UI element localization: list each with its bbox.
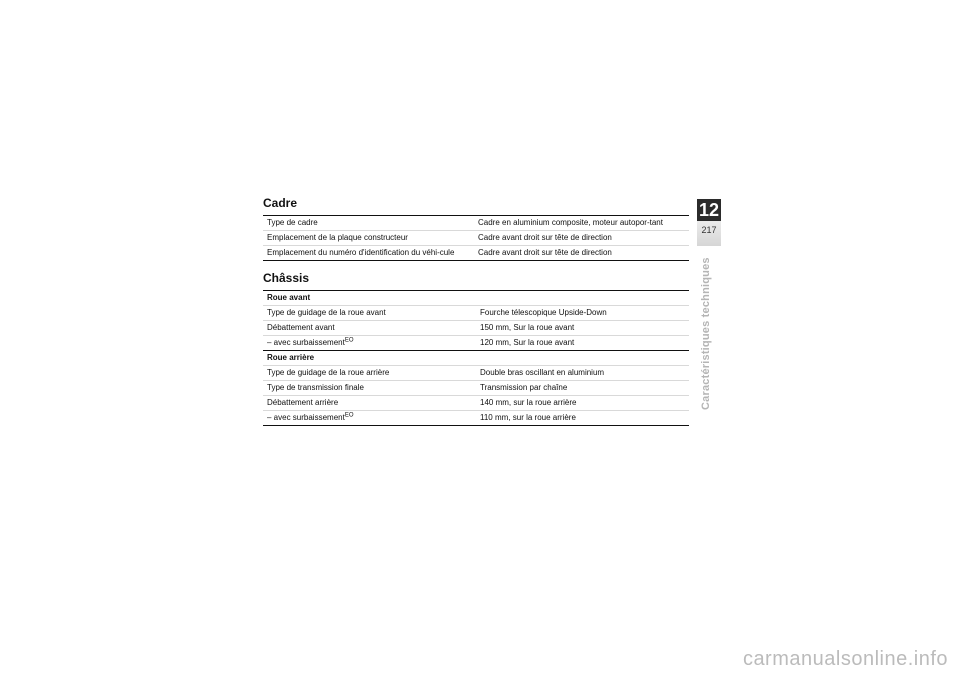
row-value: Cadre en aluminium composite, moteur autopor-tant <box>474 216 689 231</box>
table-row <box>263 336 689 351</box>
table-row <box>263 306 689 321</box>
row-label: Débattement arrière <box>263 396 476 411</box>
row-value: 120 mm, Sur la roue avant <box>476 336 689 351</box>
row-value: 140 mm, sur la roue arrière <box>476 396 689 411</box>
table-row <box>263 411 689 426</box>
cadre-table <box>263 215 689 261</box>
section-title-chassis: Châssis <box>263 271 310 285</box>
chapter-tab <box>697 197 721 246</box>
row-value: 150 mm, Sur la roue avant <box>476 321 689 336</box>
chapter-vertical-title: Caractéristiques techniques <box>700 257 712 410</box>
chassis-table <box>263 290 689 426</box>
subheading-row <box>263 351 689 366</box>
row-label-text: – avec surbaissement <box>267 413 345 422</box>
table-row <box>263 321 689 336</box>
table-row <box>263 381 689 396</box>
row-label: Type de guidage de la roue avant <box>263 306 476 321</box>
table-row <box>263 366 689 381</box>
row-value: Fourche télescopique Upside-Down <box>476 306 689 321</box>
table-row <box>263 231 689 246</box>
chapter-number: 12 <box>698 200 720 220</box>
watermark: carmanualsonline.info <box>742 648 948 670</box>
row-value: Cadre avant droit sur tête de direction <box>474 231 689 246</box>
row-value: Cadre avant droit sur tête de direction <box>474 246 689 261</box>
row-label: Emplacement du numéro d'identification du véhi-cule <box>263 246 474 261</box>
spec-content <box>263 196 689 426</box>
subheading-row <box>263 291 689 306</box>
section-title-cadre: Cadre <box>263 196 298 210</box>
row-label: Emplacement de la plaque constructeur <box>263 231 474 246</box>
option-marker: EO <box>344 337 354 344</box>
row-value: Transmission par chaîne <box>476 381 689 396</box>
subheading-front-wheel: Roue avant <box>263 291 689 306</box>
table-row <box>263 396 689 411</box>
row-label: Débattement avant <box>263 321 476 336</box>
row-label: Type de guidage de la roue arrière <box>263 366 476 381</box>
subheading-rear-wheel: Roue arrière <box>263 351 689 366</box>
row-label: Type de transmission finale <box>263 381 476 396</box>
row-label: Type de cadre <box>263 216 474 231</box>
page-number: 217 <box>701 225 717 235</box>
row-value: 110 mm, sur la roue arrière <box>476 411 689 426</box>
option-marker: EO <box>344 412 354 419</box>
row-value: Double bras oscillant en aluminium <box>476 366 689 381</box>
row-label <box>263 336 476 351</box>
table-row <box>263 246 689 261</box>
table-row <box>263 216 689 231</box>
row-label-text: – avec surbaissement <box>267 338 345 347</box>
row-label <box>263 411 476 426</box>
